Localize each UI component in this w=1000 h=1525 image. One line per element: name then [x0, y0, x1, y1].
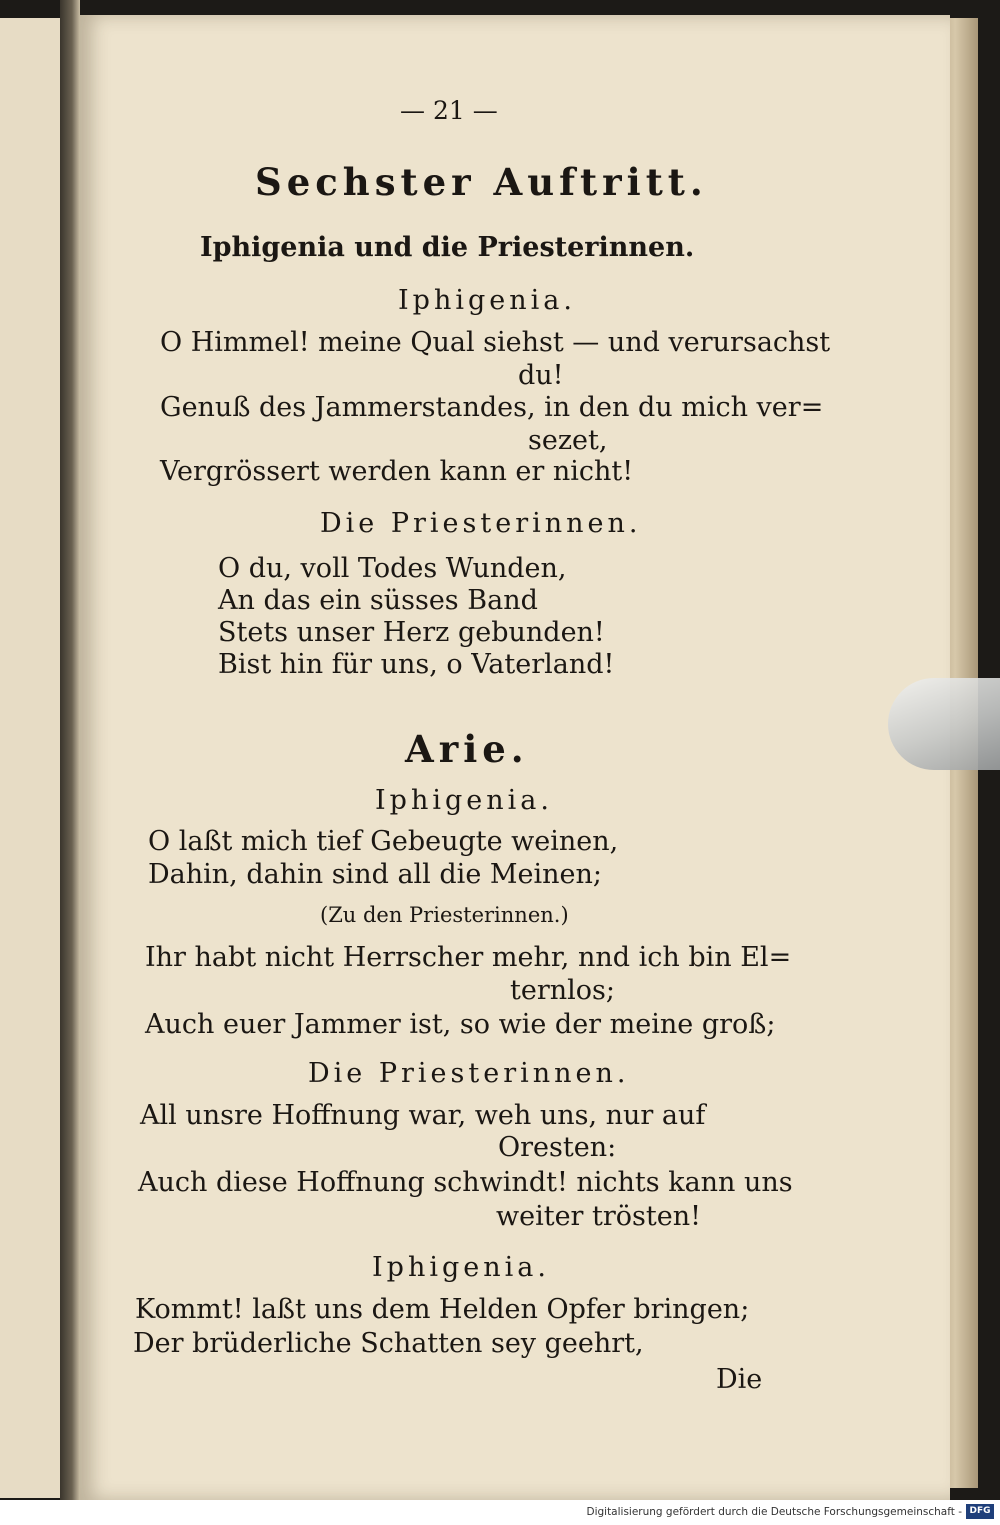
verse-line: Bist hin für uns, o Vaterland!: [218, 649, 615, 680]
speaker-priesterinnen-1: Die Priesterinnen.: [320, 508, 642, 539]
facing-page-edge: [0, 18, 60, 1498]
verse-line: Kommt! laßt uns dem Helden Opfer bringen;: [135, 1294, 750, 1325]
scene-heading: Sechster Auftritt.: [255, 160, 708, 204]
verse-line: weiter trösten!: [496, 1201, 701, 1232]
verse-line: Dahin, dahin sind all die Meinen;: [148, 859, 602, 890]
stage-direction: (Zu den Priesterinnen.): [320, 903, 569, 927]
verse-line: Genuß des Jammerstandes, in den du mich ver=: [160, 392, 824, 423]
verse-line: Stets unser Herz gebunden!: [218, 617, 605, 648]
speaker-iphigenia-3: Iphigenia.: [372, 1252, 550, 1283]
page-clip: [888, 678, 1000, 770]
footer-bar: [0, 1500, 1000, 1525]
verse-line: Auch diese Hoffnung schwindt! nichts kann uns: [138, 1167, 793, 1198]
verse-line: O laßt mich tief Gebeugte weinen,: [148, 826, 619, 857]
scene-subheading: Iphigenia und die Priesterinnen.: [200, 232, 695, 263]
dfg-logo: DFG: [966, 1504, 994, 1519]
speaker-iphigenia-2: Iphigenia.: [375, 785, 553, 816]
speaker-iphigenia-1: Iphigenia.: [398, 285, 576, 316]
verse-line: An das ein süsses Band: [218, 585, 538, 616]
verse-line: sezet,: [528, 425, 608, 456]
catchword: Die: [716, 1364, 763, 1395]
verse-line: du!: [518, 360, 564, 391]
verse-line: Auch euer Jammer ist, so wie der meine groß;: [145, 1009, 776, 1040]
verse-line: ternlos;: [510, 975, 615, 1006]
verse-line: All unsre Hoffnung war, weh uns, nur auf: [140, 1100, 706, 1131]
book-spine: [60, 0, 80, 1500]
footer-credit: Digitalisierung gefördert durch die Deutsche Forschungsgemeinschaft -: [586, 1506, 962, 1518]
speaker-priesterinnen-2: Die Priesterinnen.: [308, 1058, 630, 1089]
page-number: — 21 —: [400, 96, 498, 125]
verse-line: O Himmel! meine Qual siehst — und verursachst: [160, 327, 831, 358]
verse-line: Ihr habt nicht Herrscher mehr, nnd ich bin El=: [145, 942, 792, 973]
verse-line: O du, voll Todes Wunden,: [218, 553, 567, 584]
verse-line: Der brüderliche Schatten sey geehrt,: [133, 1328, 644, 1359]
verse-line: Vergrössert werden kann er nicht!: [160, 456, 634, 487]
aria-title: Arie.: [405, 727, 529, 771]
verse-line: Oresten:: [498, 1132, 617, 1163]
